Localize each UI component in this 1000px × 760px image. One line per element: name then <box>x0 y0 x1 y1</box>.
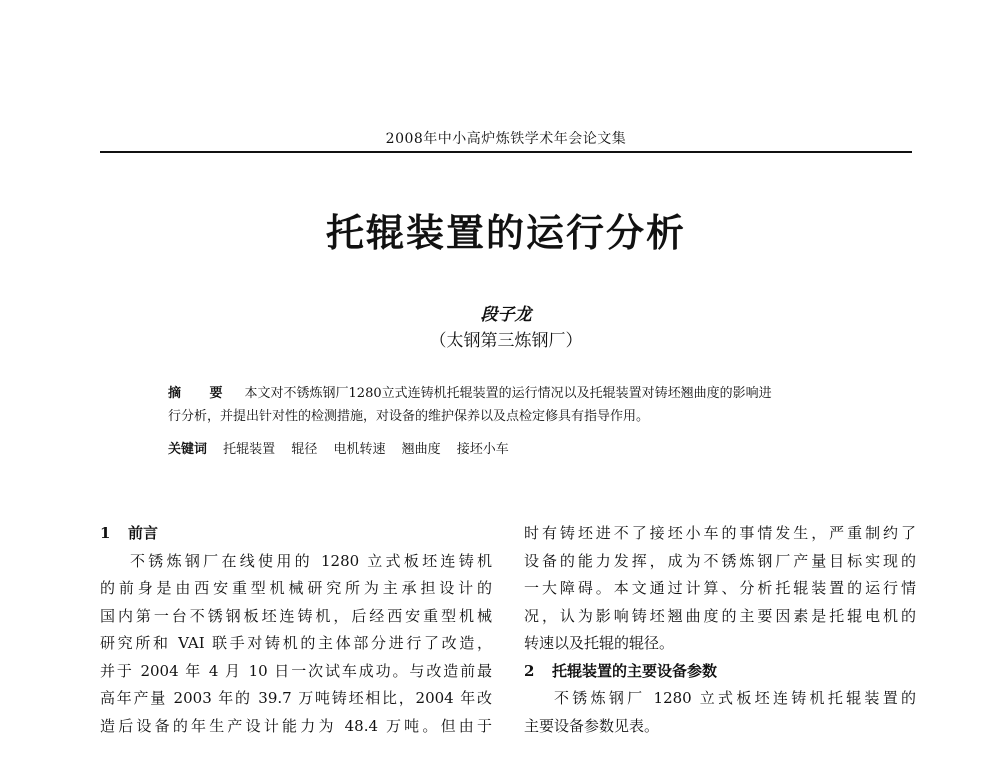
right-column <box>524 520 916 740</box>
body-line: 不锈炼钢厂 1280 立式板坯连铸机托辊装置的 <box>554 689 916 707</box>
section-2-heading <box>524 658 916 686</box>
body-line: 的前身是由西安重型机械研究所为主承担设计的 <box>100 579 492 597</box>
author-name: 段子龙 <box>480 305 532 325</box>
keywords <box>168 440 858 460</box>
body-line: 国内第一台不锈钢板坯连铸机，后经西安重型机械 <box>100 606 492 625</box>
body-line: 主要设备参数见表。 <box>524 716 660 735</box>
keyword: 辊径 <box>291 442 318 457</box>
paper-title: 托辊装置的运行分析 <box>325 210 686 255</box>
body-line: 设备的能力发挥，成为不锈炼钢厂产量目标实现的 <box>524 551 916 570</box>
abstract <box>168 382 858 428</box>
section-1-title: 前言 <box>128 524 159 542</box>
section-2-title: 托辊装置的主要设备参数 <box>552 661 718 680</box>
section-1-heading <box>100 520 492 548</box>
keyword: 接坯小车 <box>456 442 509 457</box>
abstract-line-2: 行分析，并提出针对性的检测措施，对设备的维护保养以及点检定修具有指导作用。 <box>168 409 650 424</box>
abstract-line-1 <box>168 382 858 405</box>
keywords-label: 关键词 <box>168 442 208 457</box>
body-line: 况，认为影响铸坯翘曲度的主要因素是托辊电机的 <box>524 606 916 625</box>
section-1-number: 1 <box>100 524 111 542</box>
body-line: 转速以及托辊的辊径。 <box>524 634 675 652</box>
abstract-text-1: 本文对不锈炼钢厂1280立式连铸机托辊装置的运行情况以及托辊装置对铸坯翘曲度的影响进 <box>244 386 772 401</box>
header-rule <box>100 151 912 153</box>
section-2-number: 2 <box>524 661 535 680</box>
body-line: 造后设备的年生产设计能力为 48.4 万吨。但由于 <box>100 716 492 735</box>
running-header: 2008年中小高炉炼铁学术年会论文集 <box>385 131 627 147</box>
abstract-label: 摘 要 <box>168 386 235 401</box>
body-line: 高年产量 2003 年的 39.7 万吨铸坯相比，2004 年改 <box>100 689 492 707</box>
keyword: 翘曲度 <box>401 442 441 457</box>
body-line: 并于 2004 年 4 月 10 日一次试车成功。与改造前最 <box>100 661 492 680</box>
body-line: 研究所和 VAI 联手对铸机的主体部分进行了改造， <box>100 634 492 652</box>
author-affiliation: （太钢第三炼钢厂） <box>429 331 583 351</box>
keyword: 电机转速 <box>333 442 386 457</box>
body-line: 不锈炼钢厂在线使用的 1280 立式板坯连铸机 <box>130 551 492 570</box>
body-line: 时有铸坯进不了接坯小车的事情发生，严重制约了 <box>524 524 916 542</box>
body-line: 一大障碍。本文通过计算、分析托辊装置的运行情 <box>524 579 916 597</box>
keyword: 托辊装置 <box>223 442 276 457</box>
left-column <box>100 520 492 740</box>
